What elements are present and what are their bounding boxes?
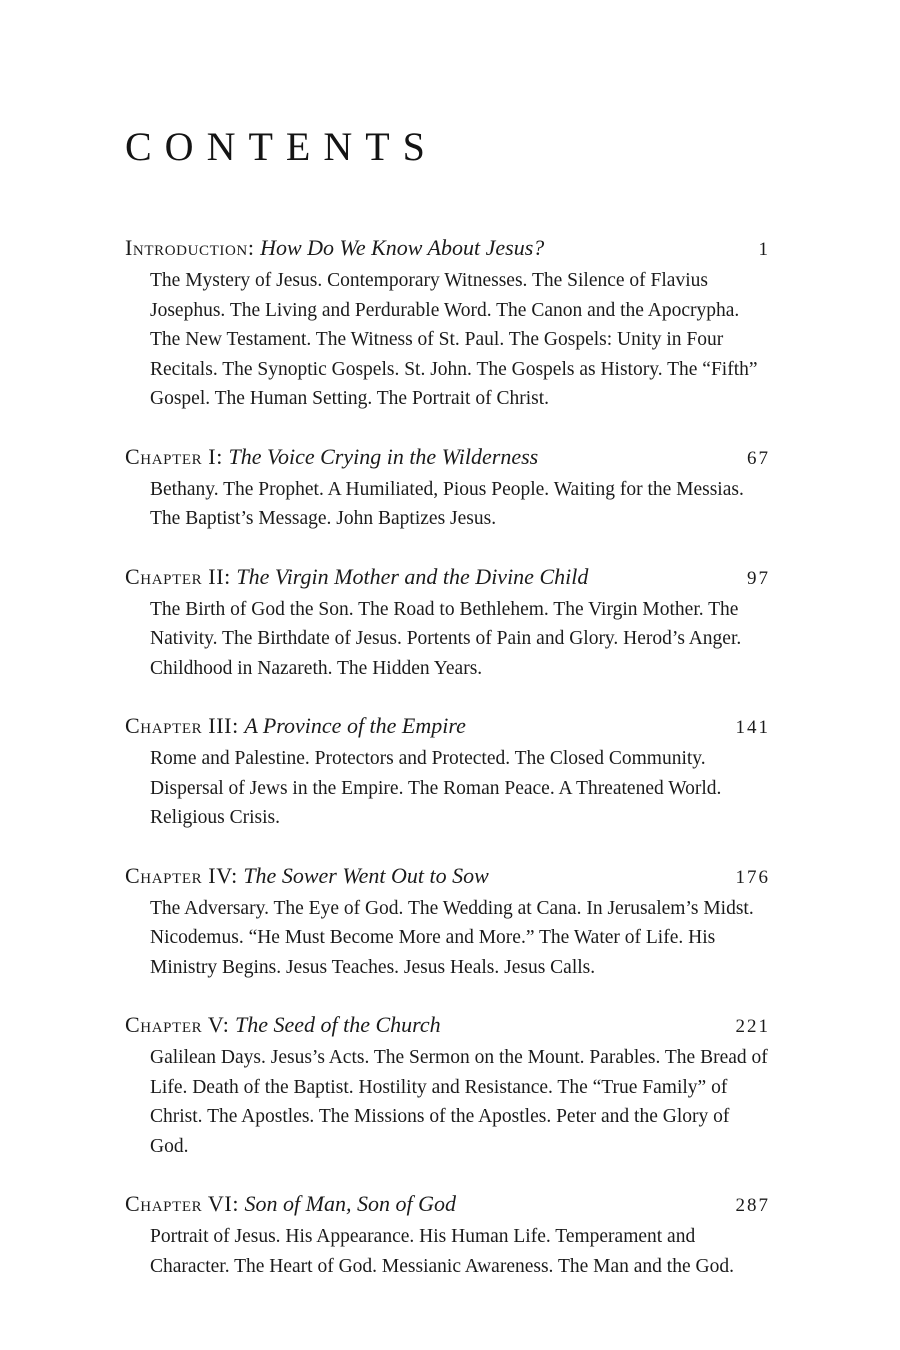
toc-entry (125, 562, 770, 684)
toc-entry (125, 233, 770, 414)
chapter-label: Chapter VI: (125, 1191, 240, 1216)
chapter-label: Chapter III: (125, 713, 239, 738)
toc-entry-heading (125, 562, 770, 594)
page-number: 1 (758, 239, 770, 260)
chapter-label: Chapter V: (125, 1012, 230, 1037)
page-number: 176 (735, 866, 770, 888)
toc-entry-heading (125, 233, 770, 265)
toc-entry-headtext (125, 562, 588, 592)
chapter-description: Portrait of Jesus. His Appearance. His Human Life. Temperament and Character. The Heart of God. Messianic Awareness. The Man and the God. (150, 1226, 734, 1277)
page-number: 97 (747, 567, 770, 589)
page-number: 221 (735, 1016, 770, 1037)
toc-entry-heading (125, 861, 770, 893)
toc-entry-heading (125, 442, 770, 474)
chapter-label: Chapter II: (125, 563, 231, 589)
chapter-title: How Do We Know About Jesus? (260, 235, 545, 260)
chapter-label: Chapter IV: (125, 862, 238, 888)
toc-entry-headtext (125, 1189, 456, 1219)
toc-list (125, 233, 770, 1281)
chapter-title: The Sower Went Out to Sow (243, 862, 489, 888)
toc-entry (125, 1010, 770, 1161)
chapter-title: The Virgin Mother and the Divine Child (236, 563, 589, 589)
toc-entry (125, 711, 770, 833)
toc-entry (125, 861, 770, 983)
chapter-label: Introduction: (125, 235, 255, 260)
chapter-description: Bethany. The Prophet. A Humiliated, Pious People. Waiting for the Messias. The Baptist’s Message. John Baptizes Jesus. (150, 478, 744, 529)
toc-entry (125, 1189, 770, 1281)
chapter-title: Son of Man, Son of God (244, 1191, 456, 1216)
chapter-description: The Adversary. The Eye of God. The Wedding at Cana. In Jerusalem’s Midst. Nicodemus. “He Must Become More and More.” The Water of Life. His Ministry Begins. Jesus Teaches. Jesus Heals. Jesus Calls. (150, 897, 754, 978)
toc-entry-heading (125, 1189, 770, 1221)
page-number: 287 (735, 1195, 770, 1216)
toc-entry-headtext (125, 1010, 441, 1040)
chapter-title: A Province of the Empire (244, 713, 466, 738)
toc-entry-heading (125, 1010, 770, 1042)
chapter-description: Galilean Days. Jesus’s Acts. The Sermon on the Mount. Parables. The Bread of Life. Death of the Baptist. Hostility and Resistance. The “True Family” of Christ. The Apostles. The Missions of the Apostles. Peter and the Glory of God. (150, 1047, 768, 1157)
chapter-title: The Voice Crying in the Wilderness (228, 443, 539, 469)
toc-entry-headtext (125, 442, 538, 472)
page-title: CONTENTS (125, 124, 438, 169)
chapter-description: The Mystery of Jesus. Contemporary Witnesses. The Silence of Flavius Josephus. The Living and Perdurable Word. The Canon and the Apocrypha. The New Testament. The Witness of St. Paul. The Gospels: Unity in Four Recitals. The Synoptic Gospels. St. John. The Gospels as History. The “Fifth” Gospel. The Human Setting. The Portrait of Christ. (150, 270, 758, 409)
toc-entry-headtext (125, 861, 489, 891)
chapter-description: Rome and Palestine. Protectors and Protected. The Closed Community. Dispersal of Jews in the Empire. The Roman Peace. A Threatened World. Religious Crisis. (150, 748, 722, 828)
chapter-description: The Birth of God the Son. The Road to Bethlehem. The Virgin Mother. The Nativity. The Birthdate of Jesus. Portents of Pain and Glory. Herod’s Anger. Childhood in Nazareth. The Hidden Years. (150, 598, 742, 679)
toc-entry-headtext (125, 233, 544, 263)
page-number: 67 (747, 447, 770, 469)
chapter-title: The Seed of the Church (234, 1012, 441, 1037)
chapter-label: Chapter I: (125, 443, 223, 469)
toc-entry-heading (125, 711, 770, 743)
page-number: 141 (735, 717, 770, 738)
toc-entry-headtext (125, 711, 466, 741)
toc-entry (125, 442, 770, 534)
